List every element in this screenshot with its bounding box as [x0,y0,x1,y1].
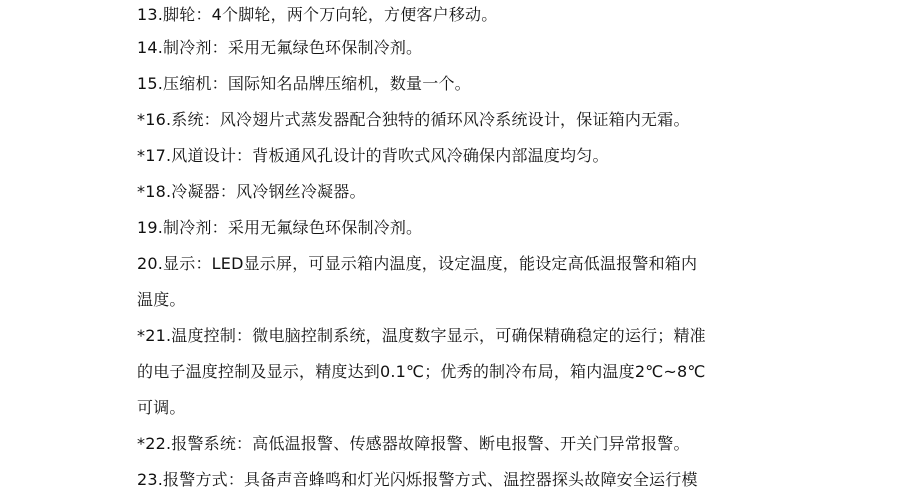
spec-line-casters: 13.脚轮：4个脚轮，两个万向轮，方便客户移动。 [137,5,498,24]
spec-line-display: 20.显示：LED显示屏，可显示箱内温度，设定温度，能设定高低温报警和箱内 [137,254,698,273]
spec-line-temp-control-cont: 的电子温度控制及显示，精度达到0.1℃；优秀的制冷布局，箱内温度2℃~8℃ [137,362,706,381]
spec-line-alarm-system: *22.报警系统：高低温报警、传感器故障报警、断电报警、开关门异常报警。 [137,434,690,453]
spec-line-alarm-mode: 23.报警方式：具备声音蜂鸣和灯光闪烁报警方式、温控器探头故障安全运行模 [137,470,698,489]
spec-line-refrigerant-2: 19.制冷剂：采用无氟绿色环保制冷剂。 [137,218,423,237]
spec-line-compressor: 15.压缩机：国际知名品牌压缩机，数量一个。 [137,74,471,93]
spec-line-refrigerant: 14.制冷剂：采用无氟绿色环保制冷剂。 [137,38,423,57]
spec-line-temp-control-end: 可调。 [137,398,186,417]
spec-line-condenser: *18.冷凝器：风冷钢丝冷凝器。 [137,182,366,201]
spec-line-display-cont: 温度。 [137,290,186,309]
spec-line-system: *16.系统：风冷翅片式蒸发器配合独特的循环风冷系统设计，保证箱内无霜。 [137,110,690,129]
spec-document [137,0,777,498]
spec-line-temp-control: *21.温度控制：微电脑控制系统，温度数字显示，可确保精确稳定的运行；精准 [137,326,706,345]
spec-line-air-duct: *17.风道设计：背板通风孔设计的背吹式风冷确保内部温度均匀。 [137,146,609,165]
